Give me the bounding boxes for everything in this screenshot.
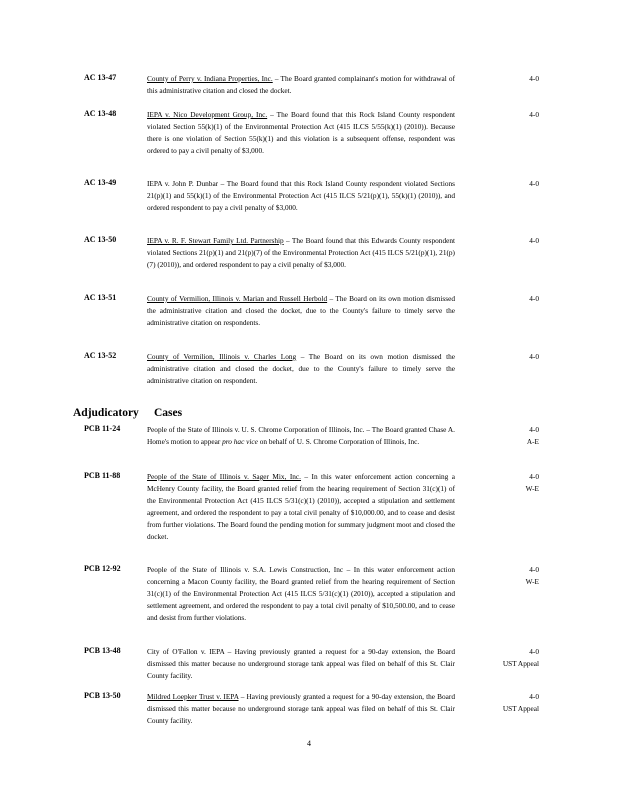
case-summary: [147, 109, 455, 157]
vote-count: 4-0: [529, 425, 539, 434]
case-text-end: on behalf of U. S. Chrome Corporation of Illinois, Inc.: [257, 437, 420, 446]
case-summary: City of O'Fallon v. IEPA – Having previously granted a request for a 90-day extension, the Board dismissed this matter because no underground storage tank appeal was filed on behalf of this St. Clair County facility.: [147, 647, 455, 680]
case-text: – The Board found that this Rock Island County respondent violated Section 55(k)(1) of the Environmental Protection Act (415 ILCS 5/55(k)(1) (2010)). Because there is one violation of Section 55(k)(1) and this violation is a subsequent offense, respondent was ordered to pay a civil penalty of $3,000.: [147, 110, 455, 155]
case-number: AC 13-47: [84, 73, 117, 82]
section-heading: [73, 407, 183, 419]
case-number: PCB 11-88: [84, 471, 121, 480]
case-text: – In this water enforcement action concerning a McHenry County facility, the Board granted relief from the hearing requirement of Section 31(c)(1) of the Environmental Protection Act (415 ILCS 5/31(c)(1) (2010)), accepted a stipulation and settlement agreement, and ordered the respondent to pay a total civil penalty of $10,000.00, and to cease and desist from further violations. The Board found the pending motion for summary judgment moot and closed the docket.: [147, 472, 455, 541]
case-text: – The Board on its own motion dismissed the administrative citation and closed the docket, due to the County's failure to timely serve the administrative citation on respondent.: [147, 352, 455, 385]
case-number: PCB 12-92: [84, 564, 121, 573]
case-number: PCB 13-50: [84, 691, 121, 700]
vote-count: 4-0: [529, 294, 539, 303]
case-title: County of Vermilion, Illinois v. Charles Long: [147, 352, 297, 361]
vote-count: 4-0: [529, 179, 539, 188]
case-number: PCB 13-48: [84, 646, 121, 655]
case-summary: People of the State of Illinois v. S.A. Lewis Construction, Inc – In this water enforcement action concerning a Macon County facility, the Board granted relief from the hearing requirement of Section 31(c)(1) of the Environmental Protection Act (415 ILCS 5/31(c)(1) (2010)), accepted a stipulation and settlement agreement, and ordered the respondent to pay a total civil penalty of $10,500.00, and to cease and desist from further violations.: [147, 565, 455, 622]
case-title: IEPA v. R. F. Stewart Family Ltd. Partnership: [147, 236, 284, 245]
case-title: County of Vermilion, Illinois v. Marian and Russell Herbold: [147, 294, 328, 303]
case-summary: [147, 471, 455, 543]
case-text: – Having previously granted a request for a 90-day extension, the Board dismissed this matter because no underground storage tank appeal was filed on behalf of this St. Clair County facility.: [147, 692, 455, 725]
case-title: People of the State of Illinois v. Sager Mix, Inc.: [147, 472, 301, 481]
section-title: Adjudicatory: [73, 407, 139, 419]
case-summary: [147, 691, 455, 727]
case-number: AC 13-52: [84, 351, 117, 360]
case-type: W-E: [525, 484, 539, 493]
case-text-italic: pro hac vice: [222, 437, 258, 446]
case-text: – The Board on its own motion dismissed the administrative citation and closed the docket, due to the County's failure to timely serve the administrative citation on respondents.: [147, 294, 455, 327]
case-text: – The Board granted complainant's motion for withdrawal of this administrative citation and closed the docket.: [147, 74, 455, 95]
case-number: AC 13-48: [84, 109, 117, 118]
case-title: County of Perry v. Indiana Properties, Inc.: [147, 74, 273, 83]
case-summary: [147, 73, 455, 97]
vote-count: 4-0: [529, 74, 539, 83]
vote-count: 4-0: [529, 472, 539, 481]
case-number: AC 13-50: [84, 235, 117, 244]
case-text: People of the State of Illinois v. U. S. Chrome Corporation of Illinois, Inc. – The Board granted Chase A. Home's motion to appear: [147, 425, 455, 446]
vote-count: 4-0: [529, 352, 539, 361]
case-summary: [147, 235, 455, 271]
case-type: UST Appeal: [502, 704, 539, 713]
vote-count: 4-0: [529, 110, 539, 119]
case-summary: [147, 351, 455, 387]
case-number: AC 13-51: [84, 293, 117, 302]
case-summary: IEPA v. John P. Dunbar – The Board found that this Rock Island County respondent violated Sections 21(p)(1) and 55(k)(1) of the Environmental Protection Act (415 ILCS 5/21(p)(1), 55(k)(1) (2010)), and ordered respondent to pay a civil penalty of $3,000.: [147, 179, 455, 212]
case-summary: [147, 424, 455, 448]
case-summary: [147, 293, 455, 329]
case-number: AC 13-49: [84, 178, 117, 187]
vote-count: 4-0: [529, 647, 539, 656]
case-title: IEPA v. Nico Development Group, Inc.: [147, 110, 268, 119]
case-number: PCB 11-24: [84, 424, 121, 433]
case-title: Mildred Loepker Trust v. IEPA: [147, 692, 239, 701]
page-number: 4: [307, 739, 311, 748]
vote-count: 4-0: [529, 565, 539, 574]
section-subtitle: Cases: [154, 407, 183, 419]
case-text: – The Board found that this Edwards County respondent violated Sections 21(p)(1) and 21(p)(7) of the Environmental Protection Act (415 ILCS 5/21(p)(1), 21(p)(7) (2010)), and ordered respondent to pay a civil penalty of $3,000.: [147, 236, 456, 269]
vote-count: 4-0: [529, 692, 539, 701]
vote-count: 4-0: [529, 236, 539, 245]
case-type: UST Appeal: [502, 659, 539, 668]
case-type: W-E: [525, 577, 539, 586]
case-type: A-E: [526, 437, 539, 446]
